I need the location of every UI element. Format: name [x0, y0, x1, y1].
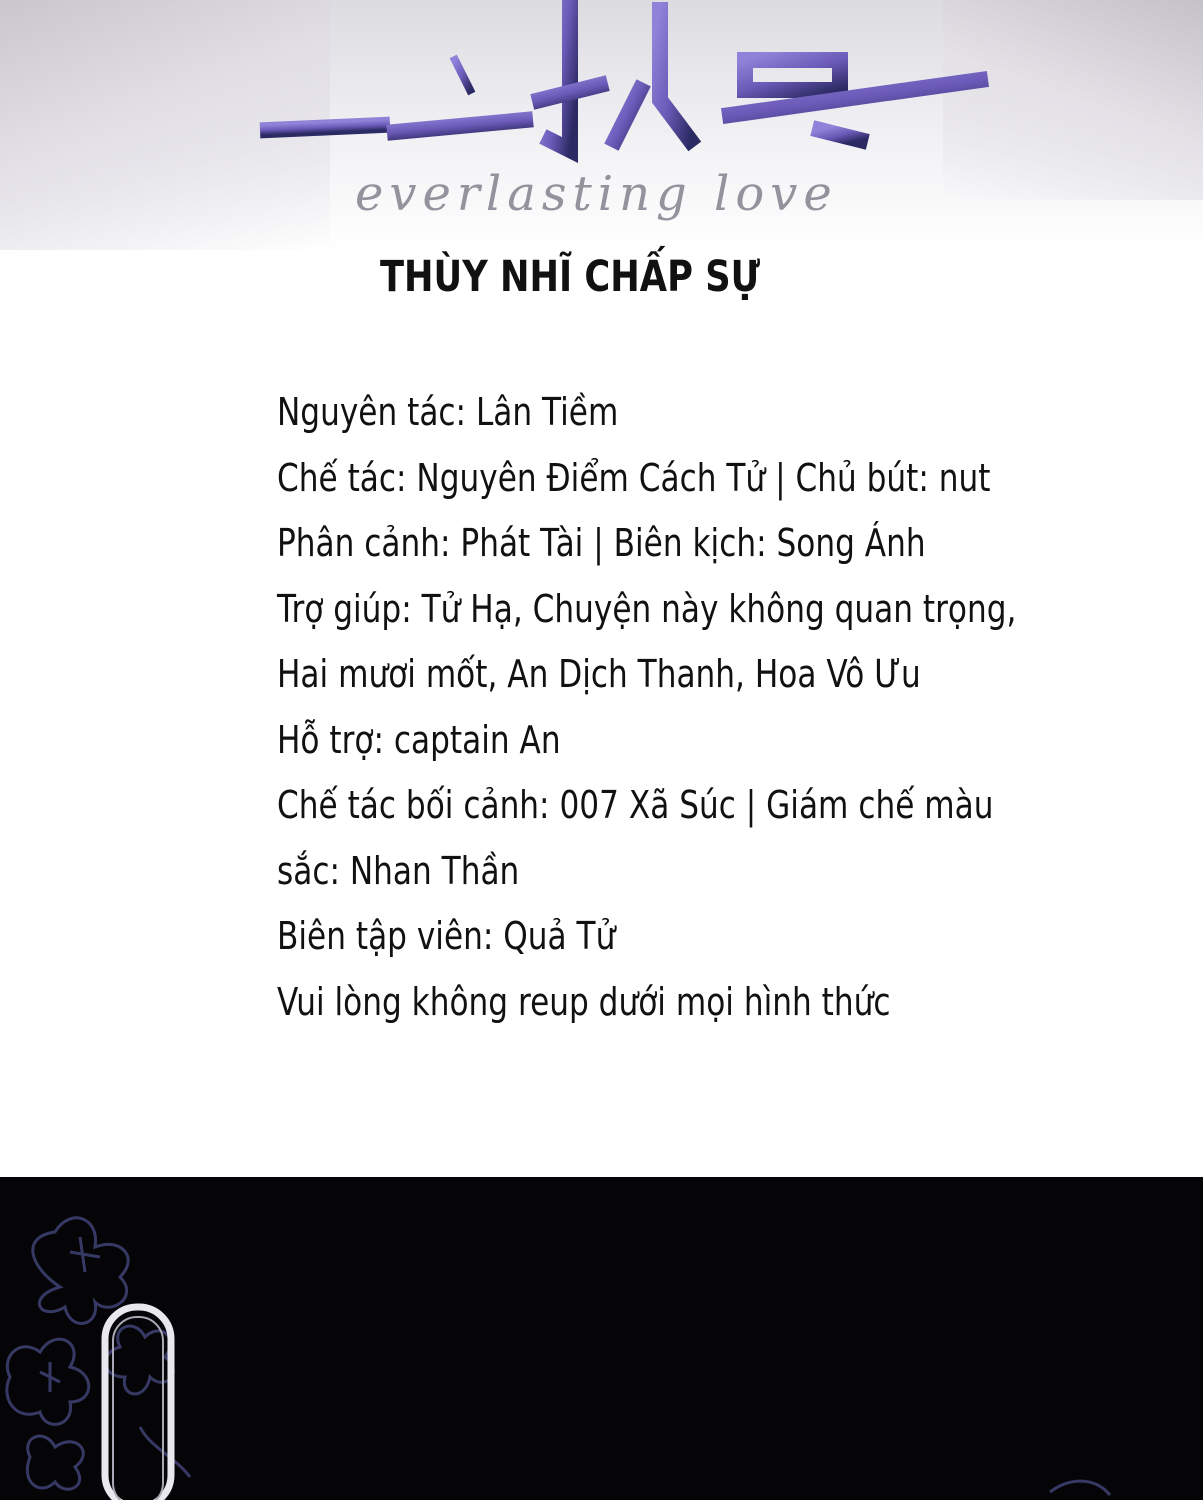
credit-line: Chế tác: Nguyên Điểm Cách Tử | Chủ bút: nut [277, 455, 991, 500]
credits-list [277, 380, 1179, 1035]
credit-line: Hai mươi mốt, An Dịch Thanh, Hoa Vô Ưu [277, 652, 921, 696]
credit-line: Nguyên tác: Lân Tiềm [277, 390, 619, 434]
credit-line: Chế tác bối cảnh: 007 Xã Súc | Giám chế màu [277, 783, 994, 827]
clip-frame-icon [105, 1307, 171, 1500]
title-logo [0, 0, 1203, 250]
flower-outline-decoration-icon [0, 1177, 1203, 1500]
credit-line: Hỗ trợ: captain An [277, 717, 561, 762]
credit-line: Phân cảnh: Phát Tài | Biên kịch: Song Ánh [277, 521, 926, 565]
logo-glyph-1 [268, 5, 382, 130]
page-title: THÙY NHĨ CHẤP SỰ [380, 252, 761, 302]
dark-scene-panel [0, 1177, 1203, 1500]
logo-script-subtitle: everlasting love [355, 166, 838, 222]
logo-glyph-4 [720, 5, 990, 150]
credit-line: Vui lòng không reup dưới mọi hình thức [277, 979, 891, 1024]
logo-glyph-2 [395, 10, 525, 132]
credit-line: Trợ giúp: Tử Hạ, Chuyện này không quan trọng, [277, 586, 1017, 631]
credit-line: sắc: Nhan Thần [277, 848, 520, 893]
logo-glyph-3 [540, 5, 690, 150]
credit-line: Biên tập viên: Quả Tử [277, 914, 616, 958]
